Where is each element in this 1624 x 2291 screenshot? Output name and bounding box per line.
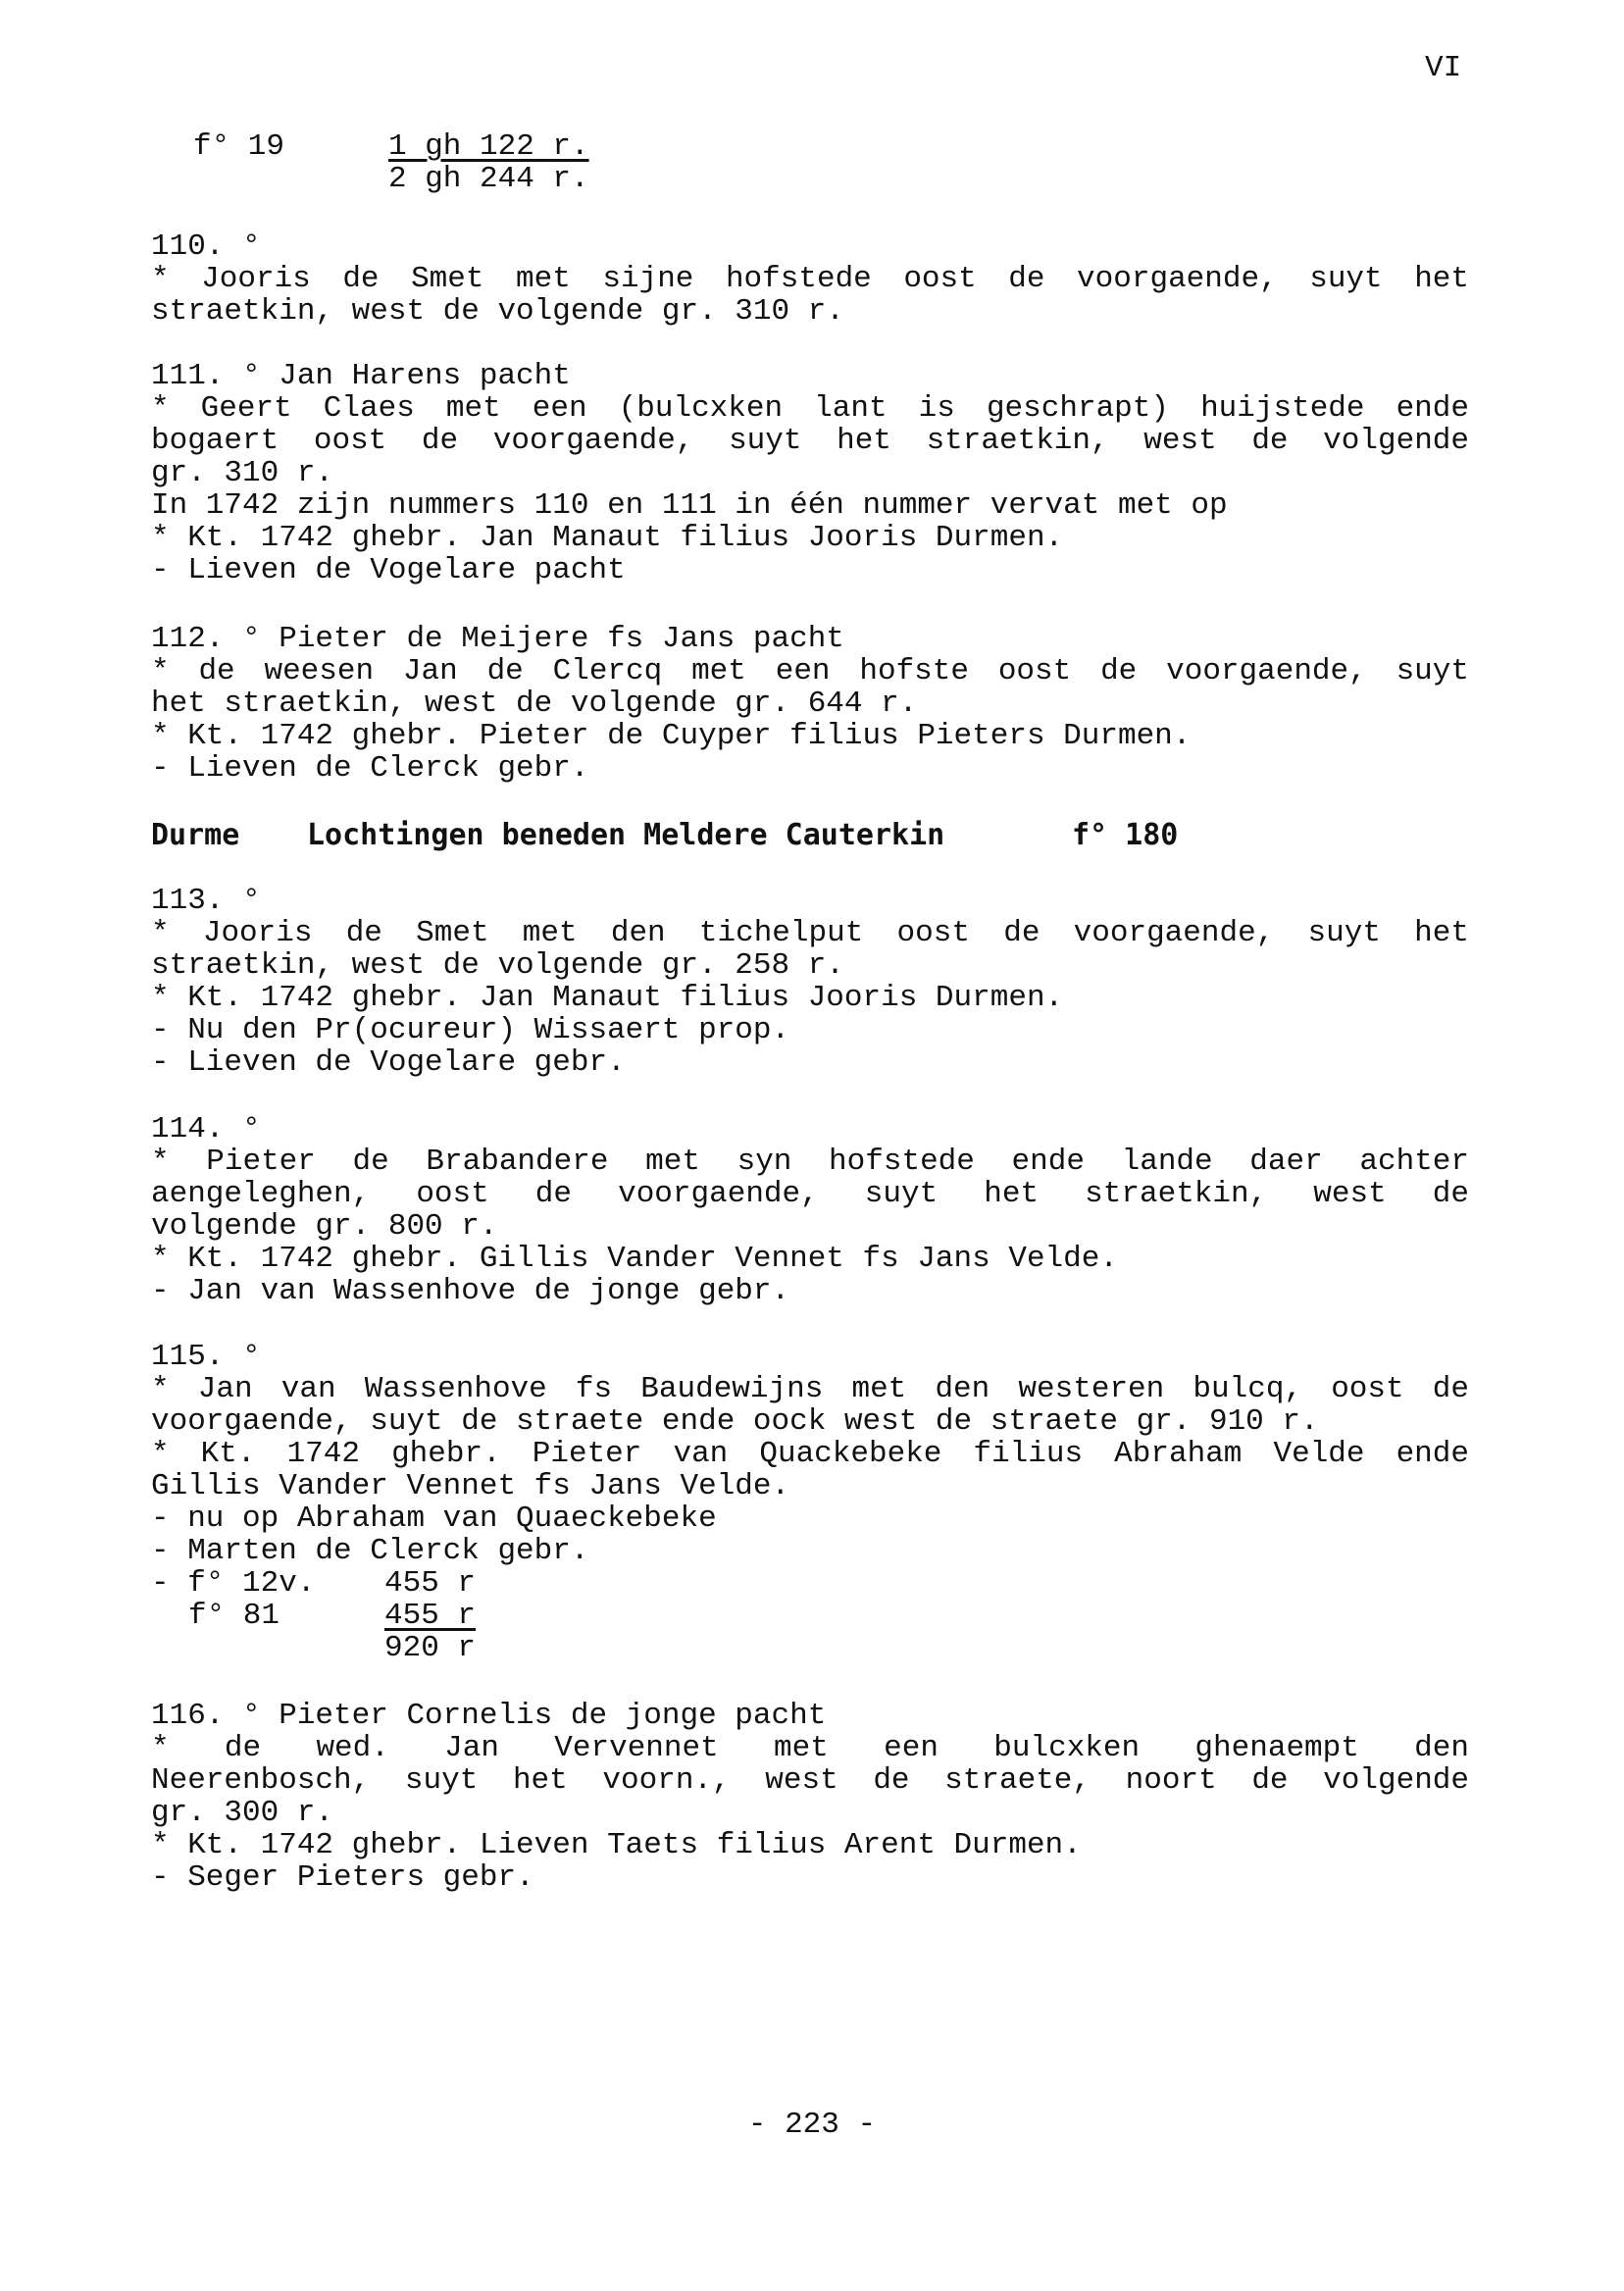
entry-113-line: straetkin, west de volgende gr. 258 r.	[151, 948, 844, 983]
entry-115-folio-value: 455 r	[384, 1566, 477, 1601]
entry-114-line: * Kt. 1742 ghebr. Gillis Vander Vennet fs Jans Velde.	[151, 1242, 1118, 1276]
entry-114-line: - Jan van Wassenhove de jonge gebr.	[151, 1274, 790, 1308]
entry-116-line: * de wed. Jan Vervennet met een bulcxken ghenaempt den	[151, 1731, 1469, 1765]
entry-111-line: - Lieven de Vogelare pacht	[151, 553, 626, 587]
entry-113-line: * Jooris de Smet met den tichelput oost de voorgaende, suyt het	[151, 916, 1469, 950]
entry-112-line: * de weesen Jan de Clercq met een hofste oost de voorgaende, suyt	[151, 654, 1469, 688]
entry-113-number: 113. °	[151, 884, 261, 918]
entry-115-line: Gillis Vander Vennet fs Jans Velde.	[151, 1469, 790, 1503]
entry-113-line: - Lieven de Vogelare gebr.	[151, 1045, 626, 1080]
entry-114-line: volgende gr. 800 r.	[151, 1209, 498, 1244]
entry-114-number: 114. °	[151, 1112, 261, 1146]
section-heading-place: Durme	[151, 818, 240, 852]
section-heading-title: Lochtingen beneden Meldere Cauterkin	[307, 818, 945, 852]
entry-114-line: aengeleghen, oost de voorgaende, suyt het straetkin, west de	[151, 1177, 1469, 1211]
entry-116-line: - Seger Pieters gebr.	[151, 1860, 534, 1895]
entry-112-line: * Kt. 1742 ghebr. Pieter de Cuyper filius Pieters Durmen.	[151, 719, 1192, 753]
entry-116-line: Neerenbosch, suyt het voorn., west de straete, noort de volgende	[151, 1763, 1469, 1798]
page-label: VI	[1425, 51, 1462, 85]
entry-115-folio-value: 455 r	[384, 1599, 477, 1633]
entry-111-number: 111. ° Jan Harens pacht	[151, 359, 571, 393]
entry-111-line: * Kt. 1742 ghebr. Jan Manaut filius Jooris Durmen.	[151, 521, 1064, 555]
entry-112-line: - Lieven de Clerck gebr.	[151, 751, 589, 786]
entry-115-line: voorgaende, suyt de straete ende oock west de straete gr. 910 r.	[151, 1404, 1319, 1439]
intro-value-2: 2 gh 244 r.	[388, 162, 589, 196]
entry-115-line: * Kt. 1742 ghebr. Pieter van Quackebeke filius Abraham Velde ende	[151, 1437, 1469, 1471]
entry-115-line: - nu op Abraham van Quaeckebeke	[151, 1502, 717, 1536]
entry-116-line: gr. 300 r.	[151, 1796, 334, 1830]
intro-folio: f° 19	[193, 129, 285, 164]
entry-116-line: * Kt. 1742 ghebr. Lieven Taets filius Arent Durmen.	[151, 1828, 1082, 1862]
entry-115-number: 115. °	[151, 1340, 261, 1374]
entry-113-line: - Nu den Pr(ocureur) Wissaert prop.	[151, 1013, 790, 1047]
section-heading-folio: f° 180	[1072, 818, 1179, 852]
entry-115-folio-label: - f° 12v.	[151, 1566, 316, 1601]
entry-116-number: 116. ° Pieter Cornelis de jonge pacht	[151, 1699, 827, 1733]
entry-115-line: * Jan van Wassenhove fs Baudewijns met den westeren bulcq, oost de	[151, 1372, 1469, 1406]
page-number: - 223 -	[747, 2108, 877, 2142]
entry-111-line: * Geert Claes met een (bulcxken lant is geschrapt) huijstede ende	[151, 391, 1469, 426]
entry-115-folio-label: f° 81	[188, 1599, 280, 1633]
entry-111-line: gr. 310 r.	[151, 456, 334, 490]
entry-115-folio-total: 920 r	[384, 1631, 477, 1665]
entry-112-number: 112. ° Pieter de Meijere fs Jans pacht	[151, 622, 844, 656]
entry-111-line: bogaert oost de voorgaende, suyt het straetkin, west de volgende	[151, 424, 1469, 458]
entry-115-line: - Marten de Clerck gebr.	[151, 1534, 589, 1568]
entry-113-line: * Kt. 1742 ghebr. Jan Manaut filius Jooris Durmen.	[151, 981, 1064, 1015]
entry-111-line: In 1742 zijn nummers 110 en 111 in één nummer vervat met op	[151, 488, 1228, 523]
entry-112-line: het straetkin, west de volgende gr. 644 r.	[151, 687, 918, 721]
intro-value-1: 1 gh 122 r.	[388, 129, 589, 164]
entry-110-line: straetkin, west de volgende gr. 310 r.	[151, 294, 844, 329]
entry-110-line: * Jooris de Smet met sijne hofstede oost de voorgaende, suyt het	[151, 262, 1469, 296]
entry-114-line: * Pieter de Brabandere met syn hofstede ende lande daer achter	[151, 1145, 1469, 1179]
entry-110-number: 110. °	[151, 229, 261, 264]
